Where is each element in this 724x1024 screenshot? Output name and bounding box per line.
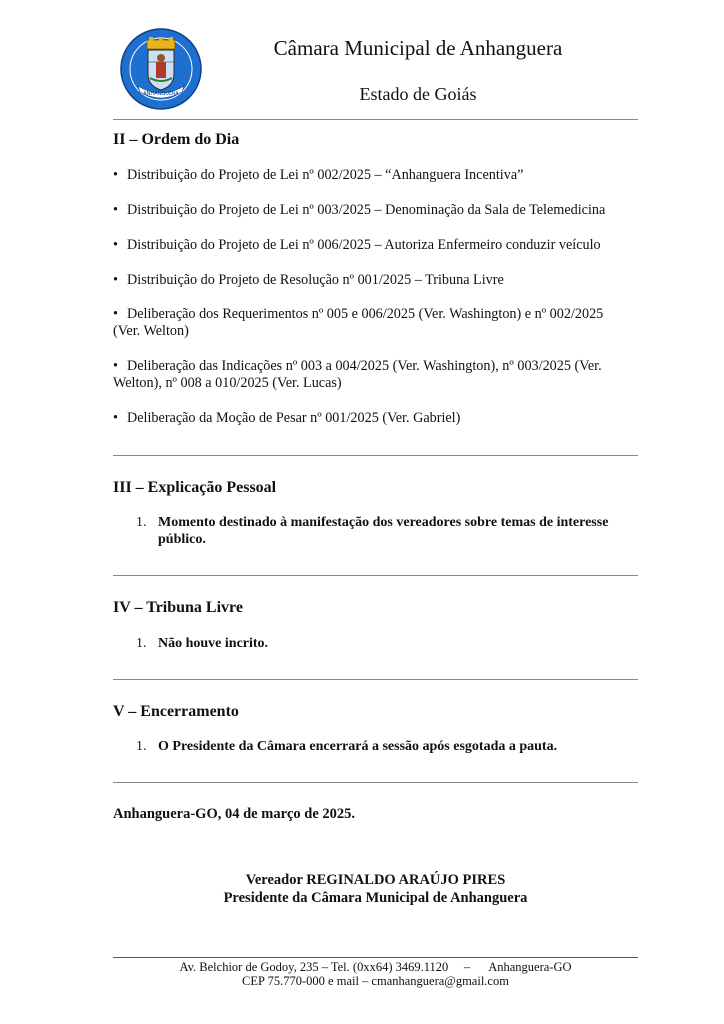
signature-role: Presidente da Câmara Municipal de Anhanguera [223,890,528,906]
numbered-item: 1. Não houve incrito. [136,636,269,651]
section-divider [113,782,638,783]
section-explicacao-title: III – Explicação Pessoal [113,479,277,496]
numbered-item: 1. Momento destinado à manifestação dos vereadores sobre temas de interesse público. [136,515,609,547]
header-title: Câmara Municipal de Anhanguera [273,36,563,60]
footer-divider [113,957,638,958]
numbered-item: 1. O Presidente da Câmara encerrará a sessão após esgotada a pauta. [136,739,558,754]
section-divider [113,575,638,576]
list-item: • Deliberação da Moção de Pesar nº 001/2025 (Ver. Gabriel) [113,410,461,426]
list-item: • Distribuição do Projeto de Lei nº 002/2025 – “Anhanguera Incentiva” [113,167,524,183]
section-tribuna-title: IV – Tribuna Livre [113,599,243,616]
section-ordem-title: II – Ordem do Dia [113,131,240,148]
section-divider [113,679,638,680]
list-item: • Deliberação dos Requerimentos nº 005 e 006/2025 (Ver. Washington) e nº 002/2025 (Ver. Welton) [113,306,604,339]
header-divider [113,119,638,120]
signature-name: Vereador REGINALDO ARAÚJO PIRES [245,872,506,888]
list-item: • Deliberação das Indicações nº 003 a 004/2025 (Ver. Washington), nº 003/2025 (Ver. Welton), nº 008 a 010/2025 (Ver. Lucas) [113,358,602,391]
header-subtitle: Estado de Goiás [359,84,477,104]
date-line: Anhanguera-GO, 04 de março de 2025. [113,806,356,822]
section-encerramento-title: V – Encerramento [113,703,239,720]
footer-contact: CEP 75.770-000 e mail – cmanhanguera@gmail.com [242,974,509,988]
section-divider [113,455,638,456]
list-item: • Distribuição do Projeto de Lei nº 003/2025 – Denominação da Sala de Telemedicina [113,202,606,218]
list-item: • Distribuição do Projeto de Lei nº 006/2025 – Autoriza Enfermeiro conduzir veículo [113,237,601,253]
footer-address: Av. Belchior de Godoy, 235 – Tel. (0xx64) 3469.1120 – Anhanguera-GO [179,960,572,974]
svg-text:ANHANGUERA: ANHANGUERA [143,91,179,97]
list-item: • Distribuição do Projeto de Resolução nº 001/2025 – Tribuna Livre [113,272,504,288]
municipal-coat-of-arms-logo [120,28,202,110]
